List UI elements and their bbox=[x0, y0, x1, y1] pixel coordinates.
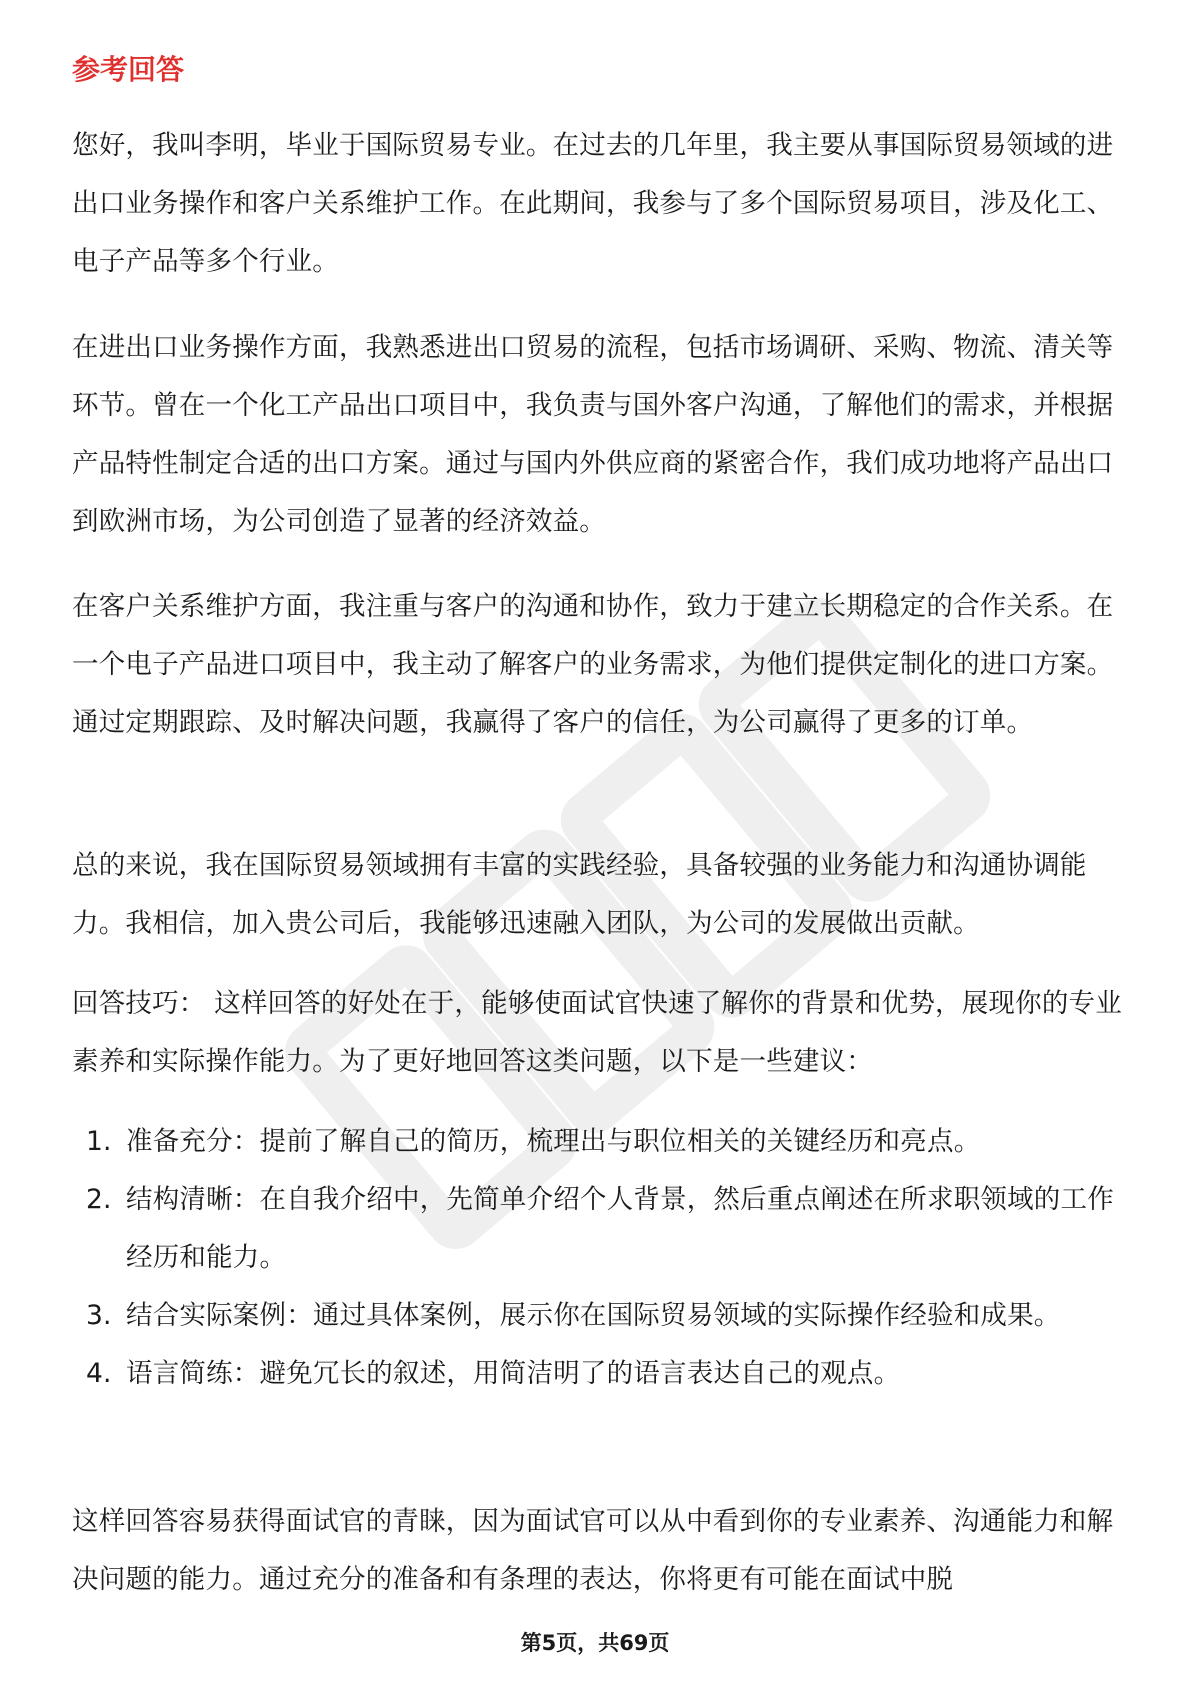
tip-text: 结合实际案例：通过具体案例，展示你在国际贸易领域的实际操作经验和成果。 bbox=[126, 1300, 1061, 1331]
tip-item bbox=[72, 1345, 1122, 1403]
tip-number: 3. bbox=[86, 1300, 112, 1331]
answer-paragraph-2: 在进出口业务操作方面，我熟悉进出口贸易的流程，包括市场调研、采购、物流、清关等环节。曾在一个化工产品出口项目中，我负责与国外客户沟通，了解他们的需求，并根据产品特性制定合适的出口方案。通过与国内外供应商的紧密合作，我们成功地将产品出口到欧洲市场，为公司创造了显著的经济效益。 bbox=[72, 332, 1114, 537]
tips-intro: 回答技巧： 这样回答的好处在于，能够使面试官快速了解你的背景和优势，展现你的专业素养和实际操作能力。为了更好地回答这类问题，以下是一些建议： bbox=[72, 988, 1122, 1077]
tip-item bbox=[72, 1113, 1122, 1171]
tip-item bbox=[72, 1171, 1122, 1287]
section-title: 参考回答 bbox=[72, 53, 185, 86]
answer-paragraph-1: 您好，我叫李明，毕业于国际贸易专业。在过去的几年里，我主要从事国际贸易领域的进出口业务操作和客户关系维护工作。在此期间，我参与了多个国际贸易项目，涉及化工、电子产品等多个行业。 bbox=[72, 130, 1114, 277]
answer-paragraph-4: 总的来说，我在国际贸易领域拥有丰富的实践经验，具备较强的业务能力和沟通协调能力。我相信，加入贵公司后，我能够迅速融入团队，为公司的发展做出贡献。 bbox=[72, 850, 1087, 939]
tip-number: 1. bbox=[86, 1126, 112, 1157]
answer-paragraph-3: 在客户关系维护方面，我注重与客户的沟通和协作，致力于建立长期稳定的合作关系。在一个电子产品进口项目中，我主动了解客户的业务需求，为他们提供定制化的进口方案。通过定期跟踪、及时解决问题，我赢得了客户的信任，为公司赢得了更多的订单。 bbox=[72, 591, 1114, 738]
page-number-footer: 第5页，共69页 bbox=[520, 1631, 670, 1655]
tip-text: 准备充分：提前了解自己的简历，梳理出与职位相关的关键经历和亮点。 bbox=[126, 1126, 981, 1157]
tip-number: 4. bbox=[86, 1358, 112, 1389]
tips-list bbox=[72, 1113, 1122, 1403]
tip-text: 结构清晰：在自我介绍中，先简单介绍个人背景，然后重点阐述在所求职领域的工作经历和能力。 bbox=[126, 1184, 1114, 1273]
tip-item bbox=[72, 1287, 1122, 1345]
tip-number: 2. bbox=[86, 1184, 112, 1215]
tip-text: 语言简练：避免冗长的叙述，用简洁明了的语言表达自己的观点。 bbox=[126, 1358, 901, 1389]
closing-paragraph: 这样回答容易获得面试官的青睐，因为面试官可以从中看到你的专业素养、沟通能力和解决问题的能力。通过充分的准备和有条理的表达，你将更有可能在面试中脱 bbox=[72, 1506, 1114, 1595]
